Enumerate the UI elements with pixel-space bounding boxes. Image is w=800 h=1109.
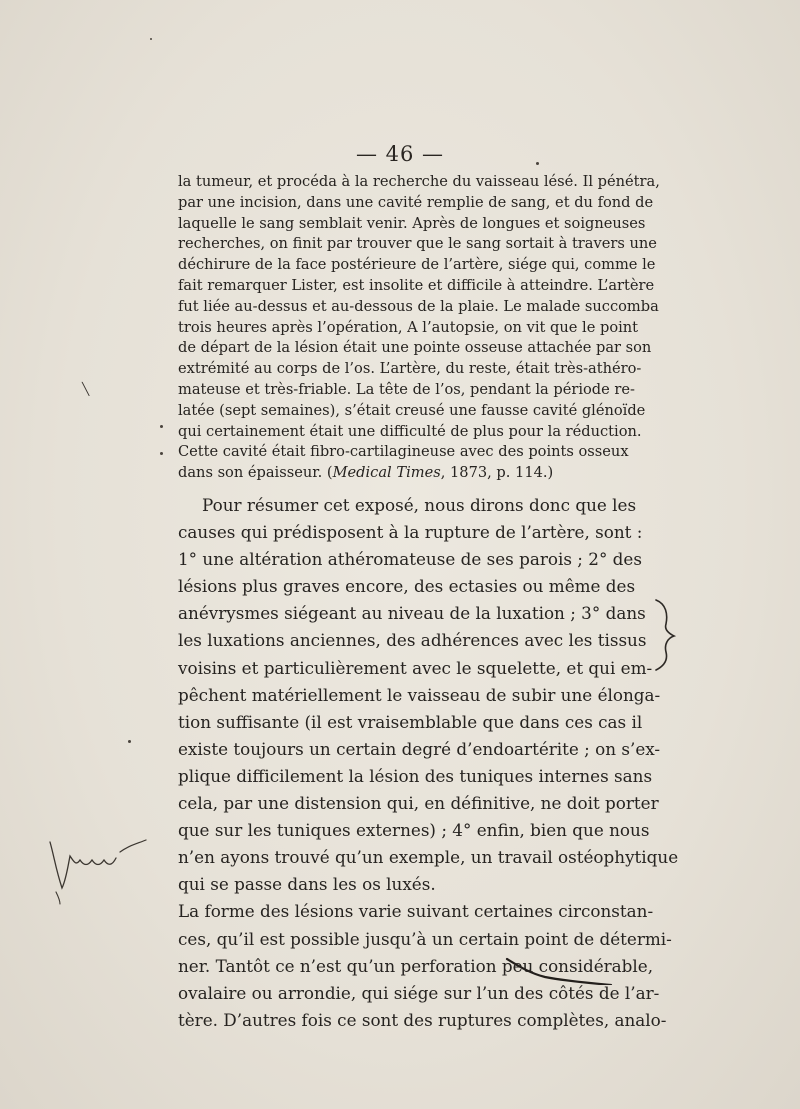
citation-prefix: dans son épaisseur. ( [178,464,333,482]
body-line: ovalaire ou arrondie, qui siége sur l’un des côtés de l’ar- [178,982,660,1003]
ink-speck-icon [536,162,539,165]
page-number: — 46 — [355,142,445,166]
quote-line: laquelle le sang semblait venir. Après de longues et soigneuses [178,214,646,232]
body-line: pêchent matériellement le vaisseau de subir une élonga- [178,684,661,705]
body-line: voisins et particulièrement avec le squelette, et qui em- [178,657,653,678]
quote-line: Cette cavité était fibro-cartilagineuse avec des points osseux [178,443,629,461]
body-line: 1° une altération athéromateuse de ses parois ; 2° des [178,549,642,570]
ink-speck-icon [150,38,152,40]
body-line: qui se passe dans les os luxés. [178,874,436,895]
quote-line: qui certainement était une difficulté de plus pour la réduction. [178,422,642,440]
quote-line: la tumeur, et procéda à la recherche du vaisseau lésé. Il pénétra, [178,173,660,190]
body-line: ces, qu’il est possible jusqu’à un certain point de détermi- [178,928,672,949]
body-line: Pour résumer cet exposé, nous dirons donc que les [202,495,637,515]
margin-tick-icon: ╲ [82,382,90,396]
body-line: La forme des lésions varie suivant certaines circonstan- [178,901,654,922]
body-line: cela, par une distension qui, en définitive, ne doit porter [178,793,659,814]
body-line: ner. Tantôt ce n’est qu’un perforation peu considérable, [178,955,654,976]
ink-speck-icon [160,425,163,428]
body-line: lésions plus graves encore, des ectasies ou même des [178,576,636,597]
handwritten-bracket-icon [650,598,680,672]
quoted-case-paragraph [178,172,660,484]
quote-line: extrémité au corps de l’os. L’artère, du reste, était très-athéro- [178,360,642,378]
body-line: n’en ayons trouvé qu’un exemple, un travail ostéophytique [178,847,679,868]
quote-line: trois heures après l’opération, A l’autopsie, on vit que le point [178,318,639,336]
quote-citation-line [178,463,626,484]
body-line: plique difficilement la lésion des tuniques internes sans [178,765,653,786]
quote-line: de départ de la lésion était une pointe osseuse attachée par son [178,339,652,357]
quote-line: fait remarquer Lister, est insolite et difficile à atteindre. L’artère [178,276,655,294]
citation-source: Medical Times [332,464,441,482]
quote-line: latée (sept semaines), s’était creusé une fausse cavité glénoïde [178,401,646,419]
quote-line: fut liée au-dessus et au-dessous de la plaie. Le malade succomba [178,297,659,315]
body-line: anévrysmes siégeant au niveau de la luxation ; 3° dans [178,603,646,624]
ink-speck-icon [128,740,131,743]
body-line: que sur les tuniques externes) ; 4° enfin, bien que nous [178,820,650,841]
quote-line: par une incision, dans une cavité remplie de sang, et du fond de [178,193,654,211]
quote-line: recherches, on finit par trouver que le sang sortait à travers une [178,235,657,253]
quote-line: déchirure de la face postérieure de l’artère, siége qui, comme le [178,256,656,274]
body-line: existe toujours un certain degré d’endoartérite ; on s’ex- [178,738,661,759]
citation-suffix: , 1873, p. 114.) [440,464,554,482]
body-line: causes qui prédisposent à la rupture de l’artère, sont : [178,522,643,543]
body-line: les luxations anciennes, des adhérences avec les tissus [178,630,647,651]
handwritten-underline-icon [505,955,615,985]
quote-line: mateuse et très-friable. La tête de l’os, pendant la période re- [178,380,635,398]
body-line: tion suffisante (il est vraisemblable que dans ces cas il [178,711,643,732]
handwritten-scribble-icon [42,836,154,906]
body-line: tère. D’autres fois ce sont des ruptures complètes, analo- [178,1009,667,1030]
ink-speck-icon [160,452,163,455]
summary-paragraph [178,492,679,1034]
